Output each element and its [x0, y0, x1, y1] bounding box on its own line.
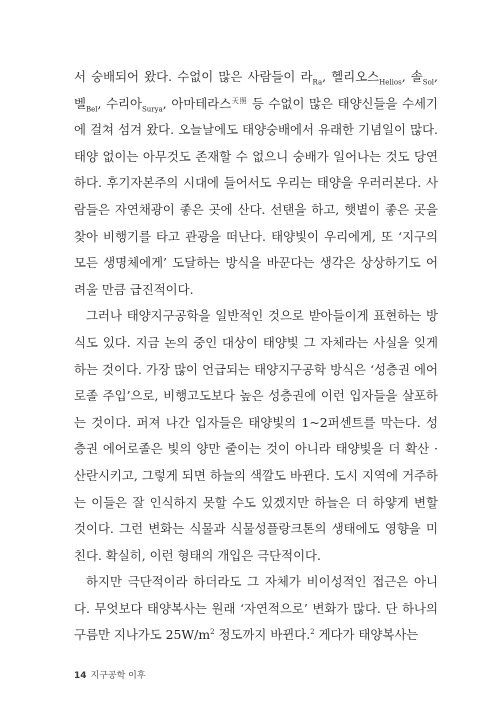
subscript-ra: Ra	[312, 78, 323, 87]
superscript-amaterasu: 天照	[231, 96, 248, 105]
page-footer	[74, 668, 146, 682]
page-number: 14	[74, 671, 87, 681]
footnote-marker: 2	[310, 628, 315, 637]
subscript-helios: Helios	[379, 78, 402, 87]
subscript-bel: Bel	[85, 105, 98, 114]
subscript-sol: Sol	[422, 78, 435, 87]
subscript-surya: Surya	[142, 105, 163, 114]
running-title: 지구공학 이후	[90, 671, 146, 681]
paragraph-1: 서 숭배되어 왔다. 수없이 많은 사람들이 라$_{Ra}$, 헬리오스$_{Helios}$, 솔$_{Sol}$, 벨$_{Bel}$, 수리아$_{Surya}$, 아마테라스$^{天照}$ 등 수없이 많은 태양신들을 수세기에 걸쳐 섬겨 왔다. 오늘날에도 태양숭배에서 유래한 기념일이 많다. 태양 없이는 아무것도 존재할 수 없으니 숭배가 일어나는 것도 당연하다. 후기자본주의 시대에 들어서도 우리는 태양을 우러러본다. 사람들은 자연채광이 좋은 곳에 산다. 선탠을 하고, 햇볕이 좋은 곳을 찾아 비행기를 타고 관광을 떠난다. 태양빛이 우리에게, 또 ‘지구의 모든 생명체에게’ 도달하는 방식을 바꾼다는 생각은 상상하기도 어려울 만큼 급진적이다.	[74, 69, 438, 297]
unit-exponent: 2	[210, 628, 215, 637]
paragraph-3: 하지만 극단적이라 하더라도 그 자체가 비이성적인 접근은 아니다. 무엇보다 태양복사는 원래 ‘자연적으로’ 변화가 많다. 단 하나의 구름만 지나가도 $25W/m^2$ 정도까지 바뀐다.$^2$ 게다가 태양복사는	[74, 574, 438, 643]
paragraph-2: 그러나 태양지구공학을 일반적인 것으로 받아들이게 표현하는 방식도 있다. 지금 논의 중인 대상이 태양빛 그 자체라는 사실을 잊게 하는 것이다. 가장 많이 언급되는 태양지구공학 방식은 ‘성층권 에어로졸 주입’으로, 비행고도보다 높은 성층권에 이런 입자들을 살포하는 것이다. 퍼져 나간 입자들은 태양빛의 1~2퍼센트를 막는다. 성층권 에어로졸은 빛의 양만 줄이는 것이 아니라 태양빛을 더 확산 · 산란시키고, 그렇게 되면 하늘의 색깔도 바뀐다. 도시 지역에 거주하는 이들은 잘 인식하지 못할 수도 있겠지만 하늘은 더 하얗게 변할 것이다. 그런 변화는 식물과 식물성플랑크톤의 생태에도 영향을 미친다. 확실히, 이런 형태의 개입은 극단적이다.	[74, 308, 438, 563]
body-text	[74, 64, 438, 649]
